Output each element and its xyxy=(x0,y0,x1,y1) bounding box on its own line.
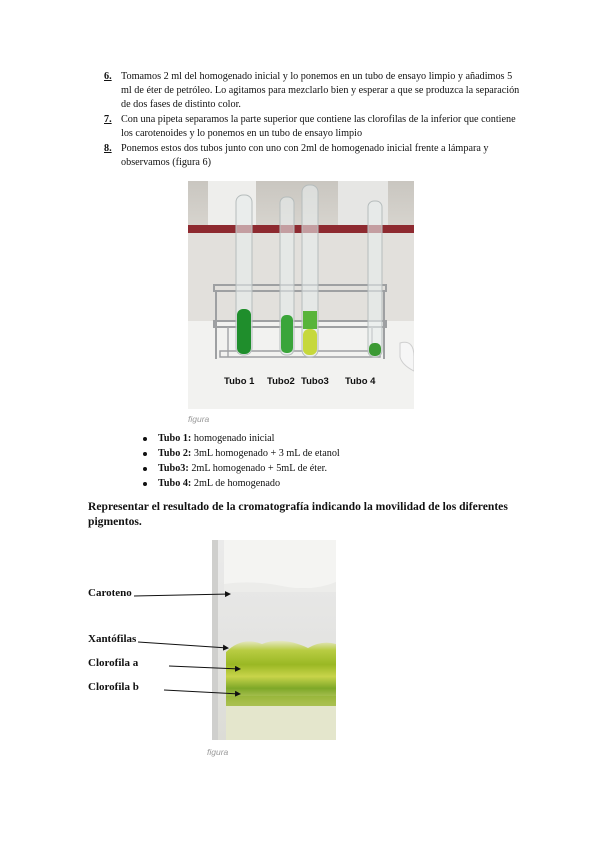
tube-name: Tubo 2: xyxy=(158,448,192,459)
arrow-xantofilas xyxy=(138,642,228,648)
step-text: Tomamos 2 ml del homogenado inicial y lo ponemos en un tubo de ensayo limpio y añadimos 5 ml de éter de petróleo. Lo agitamos para mezclarlo bien y esperar a que se produzca la separación de dos fases de distinto color. xyxy=(121,71,520,110)
figure-caption-2: figura xyxy=(207,747,229,757)
pigment-label-clorofila-a: Clorofila a xyxy=(88,657,139,669)
step-text: Ponemos estos dos tubos junto con uno con 2ml de homogenado inicial frente a lámpara y observamos (figura 6) xyxy=(121,143,489,168)
tube-desc: 2mL homogenado + 5mL de éter. xyxy=(188,463,328,474)
figure-caption-1: figura xyxy=(188,414,210,424)
section-heading: Representar el resultado de la cromatografía indicando la movilidad de los diferentes pigmentos. xyxy=(88,500,508,528)
arrow-clorofila-a xyxy=(169,666,240,669)
step-number: 6. xyxy=(104,71,112,82)
tube-desc: homogenado inicial xyxy=(191,433,275,444)
step-number: 7. xyxy=(104,114,112,125)
tube-name: Tubo3: xyxy=(158,463,189,474)
arrow-clorofila-b xyxy=(164,690,240,694)
pigment-label-clorofila-b: Clorofila b xyxy=(88,681,139,693)
tube-name: Tubo 4: xyxy=(158,478,192,489)
tube-4-label: Tubo 4 xyxy=(345,376,376,387)
tube-1-label: Tubo 1 xyxy=(224,376,255,387)
step-number: 8. xyxy=(104,143,112,154)
tube-name: Tubo 1: xyxy=(158,433,192,444)
step-text: Con una pipeta separamos la parte superior que contiene las clorofilas de la inferior que contiene los carotenoides y lo ponemos en un tubo de ensayo limpio xyxy=(121,114,516,139)
tube-3-label: Tubo3 xyxy=(301,376,329,387)
tube-desc: 2mL de homogenado xyxy=(191,478,281,489)
pigment-label-xantofilas: Xantófilas xyxy=(88,633,137,645)
tube-desc: 3mL homogenado + 3 mL de etanol xyxy=(191,448,340,459)
tube-2-label: Tubo2 xyxy=(267,376,295,387)
arrow-caroteno xyxy=(134,594,230,596)
pigment-label-caroteno: Caroteno xyxy=(88,587,132,599)
